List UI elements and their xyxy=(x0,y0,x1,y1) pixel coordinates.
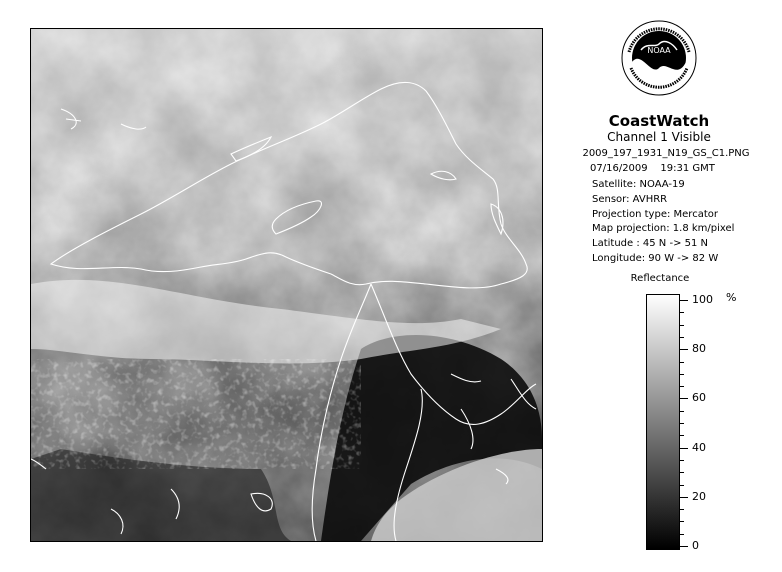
colorbar-minor-tick xyxy=(680,362,684,363)
logo-text: NOAA xyxy=(647,46,671,55)
colorbar-tick-label: 0 xyxy=(692,539,699,552)
colorbar-minor-tick xyxy=(680,485,684,486)
satellite-value: NOAA-19 xyxy=(639,179,685,190)
projection-value: Mercator xyxy=(673,209,718,220)
channel-subtitle: Channel 1 Visible xyxy=(607,130,711,144)
cumulus-field xyxy=(31,359,361,469)
satellite-label: Satellite: xyxy=(592,179,637,190)
satellite-image-map xyxy=(30,28,543,542)
noaa-logo xyxy=(621,20,697,96)
latitude-label: Latitude : xyxy=(592,238,640,249)
map-projection-row xyxy=(592,222,782,236)
noaa-seal-icon xyxy=(621,20,697,96)
colorbar-tick xyxy=(680,300,688,301)
image-time: 19:31 GMT xyxy=(660,163,715,174)
colorbar-minor-tick xyxy=(680,386,684,387)
colorbar-minor-tick xyxy=(680,411,684,412)
colorbar-tick-label: 40 xyxy=(692,441,706,454)
colorbar-tick xyxy=(680,448,688,449)
sensor-value: AVHRR xyxy=(632,194,668,205)
colorbar-title: Reflectance xyxy=(630,273,690,284)
colorbar-minor-tick xyxy=(680,472,684,473)
projection-row xyxy=(592,208,782,222)
colorbar-tick xyxy=(680,398,688,399)
colorbar-tick-label: 60 xyxy=(692,391,706,404)
satellite-row xyxy=(592,178,782,192)
colorbar-minor-tick xyxy=(680,423,684,424)
colorbar-minor-tick xyxy=(680,312,684,313)
longitude-row xyxy=(592,252,782,266)
colorbar-minor-tick xyxy=(680,325,684,326)
colorbar-minor-tick xyxy=(680,521,684,522)
colorbar-minor-tick xyxy=(680,534,684,535)
image-filename: 2009_197_1931_N19_GS_C1.PNG xyxy=(582,148,750,159)
map-projection-value: 1.8 km/pixel xyxy=(672,223,735,234)
colorbar-minor-tick xyxy=(680,460,684,461)
colorbar-tick xyxy=(680,497,688,498)
image-date: 07/16/2009 xyxy=(590,163,648,174)
map-projection-label: Map projection: xyxy=(592,223,670,234)
colorbar-unit: % xyxy=(726,291,737,304)
longitude-label: Longitude: xyxy=(592,253,646,264)
colorbar-tick xyxy=(680,349,688,350)
sensor-row xyxy=(592,193,782,207)
longitude-value: 90 W -> 82 W xyxy=(648,253,719,264)
projection-label: Projection type: xyxy=(592,209,671,220)
colorbar-tick-label: 100 xyxy=(692,293,713,306)
colorbar-minor-tick xyxy=(680,374,684,375)
colorbar-minor-tick xyxy=(680,435,684,436)
satellite-image-svg xyxy=(31,29,542,541)
colorbar-tick-label: 20 xyxy=(692,490,706,503)
colorbar-tick xyxy=(680,546,688,547)
latitude-value: 45 N -> 51 N xyxy=(642,238,709,249)
sensor-label: Sensor: xyxy=(592,194,630,205)
datetime-line xyxy=(590,162,760,176)
colorbar-tick-label: 80 xyxy=(692,342,706,355)
reflectance-colorbar xyxy=(646,294,680,550)
latitude-row xyxy=(592,237,782,251)
colorbar-minor-tick xyxy=(680,509,684,510)
colorbar-minor-tick xyxy=(680,337,684,338)
brand-title: CoastWatch xyxy=(608,112,710,130)
